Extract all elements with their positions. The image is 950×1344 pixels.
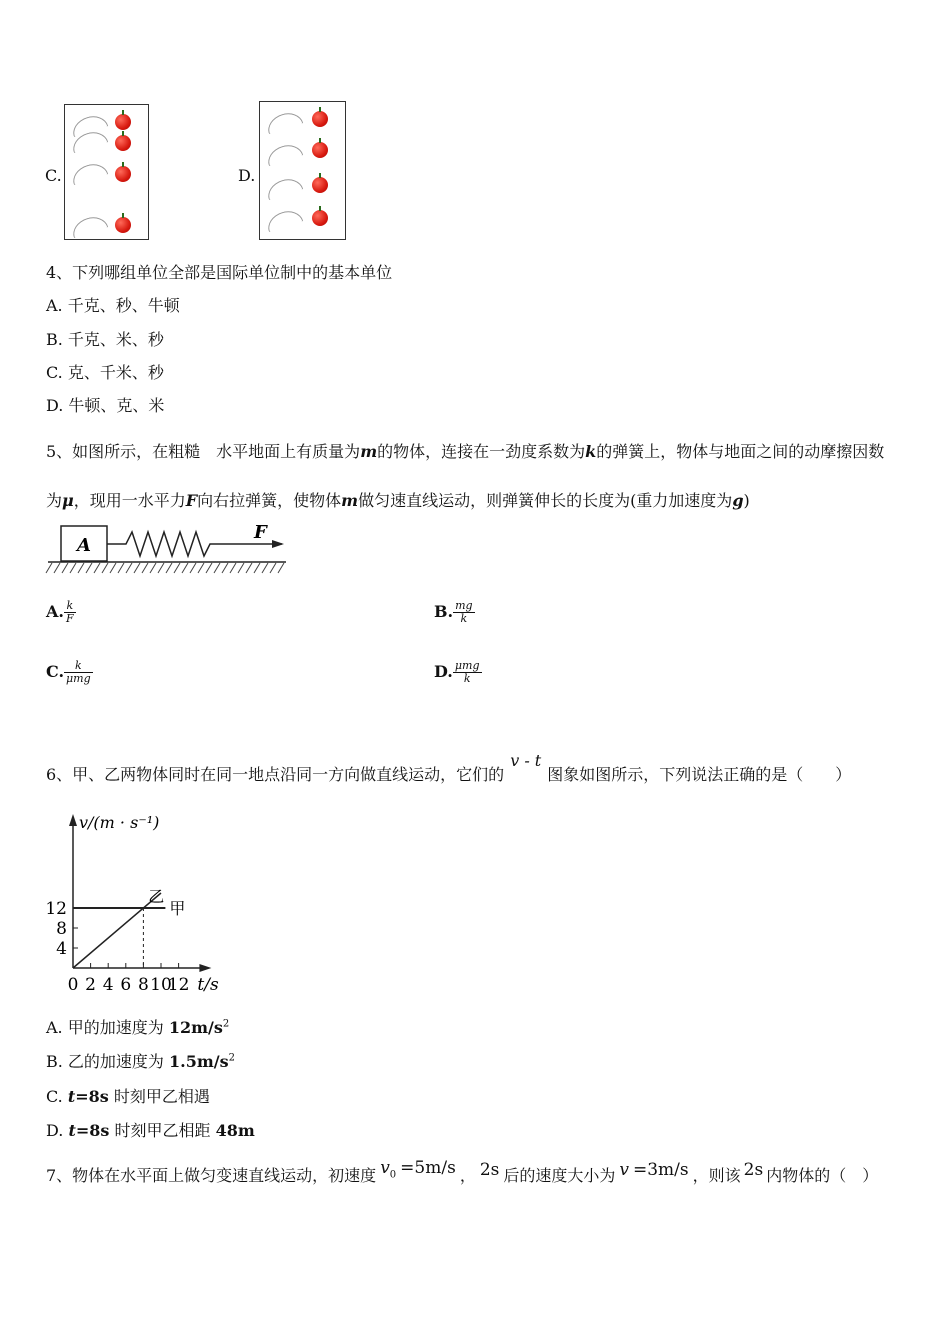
x-tick-label: 2: [85, 975, 97, 995]
y-axis-label: v/(m · s⁻¹): [79, 813, 160, 832]
vt-symbol: v - t: [510, 751, 542, 770]
series-yi-label: 乙: [148, 887, 165, 906]
y-tick-label: 8: [56, 919, 67, 939]
option-d-figure: [259, 101, 346, 240]
question-6-option-d[interactable]: D. t=8s 时刻甲乙相距 48m: [46, 1121, 255, 1140]
apple-icon: [115, 166, 131, 182]
question-5-option-c[interactable]: C. $\frac{k}{\text{μmg}}$: [46, 659, 91, 685]
question-6-option-a[interactable]: A. 甲的加速度为 $12m/s^2$: [46, 1018, 230, 1037]
question-5-option-a[interactable]: A. $\frac{k}{F}$: [46, 599, 74, 625]
question-7-stem: 7、物体在水平面上做匀变速直线运动，初速度 $v_0 =5m/s$ ， 2s 后的速度大小为 v =3m/s ，则该 2s 内物体的（ ）: [46, 1158, 879, 1185]
question-5-option-d[interactable]: D. $\frac{\text{μmg}}{k}$: [434, 659, 480, 685]
y-tick-label: 12: [45, 899, 67, 919]
x-axis-arrow: [199, 964, 211, 972]
feather-icon: [69, 160, 108, 186]
apple-icon: [115, 114, 131, 130]
question-6-option-c[interactable]: C. t=8s 时刻甲乙相遇: [46, 1087, 210, 1106]
apple-icon: [312, 142, 328, 158]
apple-icon: [115, 135, 131, 151]
option-c-label: C.: [45, 166, 62, 185]
feather-icon: [264, 207, 303, 233]
x-tick-label: 12: [167, 975, 190, 995]
question-6-stem: 6、甲、乙两物体同时在同一地点沿同一方向做直线运动，它们的v - t图象如图所示，下列说法正确的是（ ）: [46, 751, 852, 784]
question-5-stem-line1: 5、如图所示，在粗糙 水平地面上有质量为m的物体，连接在一劲度系数为k的弹簧上，物体与地面之间的动摩擦因数: [46, 442, 885, 461]
feather-icon: [264, 109, 303, 135]
option-d-label: D.: [238, 166, 256, 185]
feather-icon: [264, 175, 303, 201]
force-label: F: [254, 522, 267, 543]
feather-icon: [264, 141, 303, 167]
question-4-option-b[interactable]: B. 千克、米、秒: [46, 330, 164, 349]
spring-block-figure: [44, 518, 290, 576]
x-tick-label: 4: [102, 975, 114, 995]
option-c-figure: [64, 104, 149, 240]
x-axis-label: t/s: [197, 975, 219, 995]
x-tick-label: 0: [67, 975, 79, 995]
x-tick-label: 10: [150, 975, 172, 995]
block-label: A: [77, 535, 91, 556]
x-tick-label: 6: [120, 975, 132, 995]
question-6-option-b[interactable]: B. 乙的加速度为 $1.5m/s^2$: [46, 1052, 236, 1071]
question-4-stem: 4、下列哪组单位全部是国际单位制中的基本单位: [46, 263, 393, 282]
apple-icon: [312, 111, 328, 127]
y-tick-label: 4: [56, 939, 67, 959]
initial-velocity: $v_0 =5m/s$: [380, 1158, 456, 1181]
question-4-option-a[interactable]: A. 千克、秒、牛顿: [46, 296, 180, 315]
vt-chart: [40, 808, 330, 998]
x-tick-label: 8: [137, 975, 149, 995]
final-velocity: v =3m/s: [619, 1160, 689, 1180]
question-5-option-b[interactable]: B. $\frac{mg}{k}$: [434, 599, 473, 625]
apple-icon: [312, 210, 328, 226]
force-arrowhead: [272, 540, 284, 548]
question-5-stem-line2: 为μ，现用一水平力F向右拉弹簧，使物体m做匀速直线运动，则弹簧伸长的长度为(重力加速度为g): [46, 491, 750, 510]
feather-icon: [69, 213, 108, 239]
series-jia-label: 甲: [169, 899, 186, 918]
y-axis-arrow: [69, 814, 77, 826]
question-4-option-d[interactable]: D. 牛顿、克、米: [46, 396, 165, 415]
apple-icon: [115, 217, 131, 233]
apple-icon: [312, 177, 328, 193]
question-4-option-c[interactable]: C. 克、千米、秒: [46, 363, 164, 382]
